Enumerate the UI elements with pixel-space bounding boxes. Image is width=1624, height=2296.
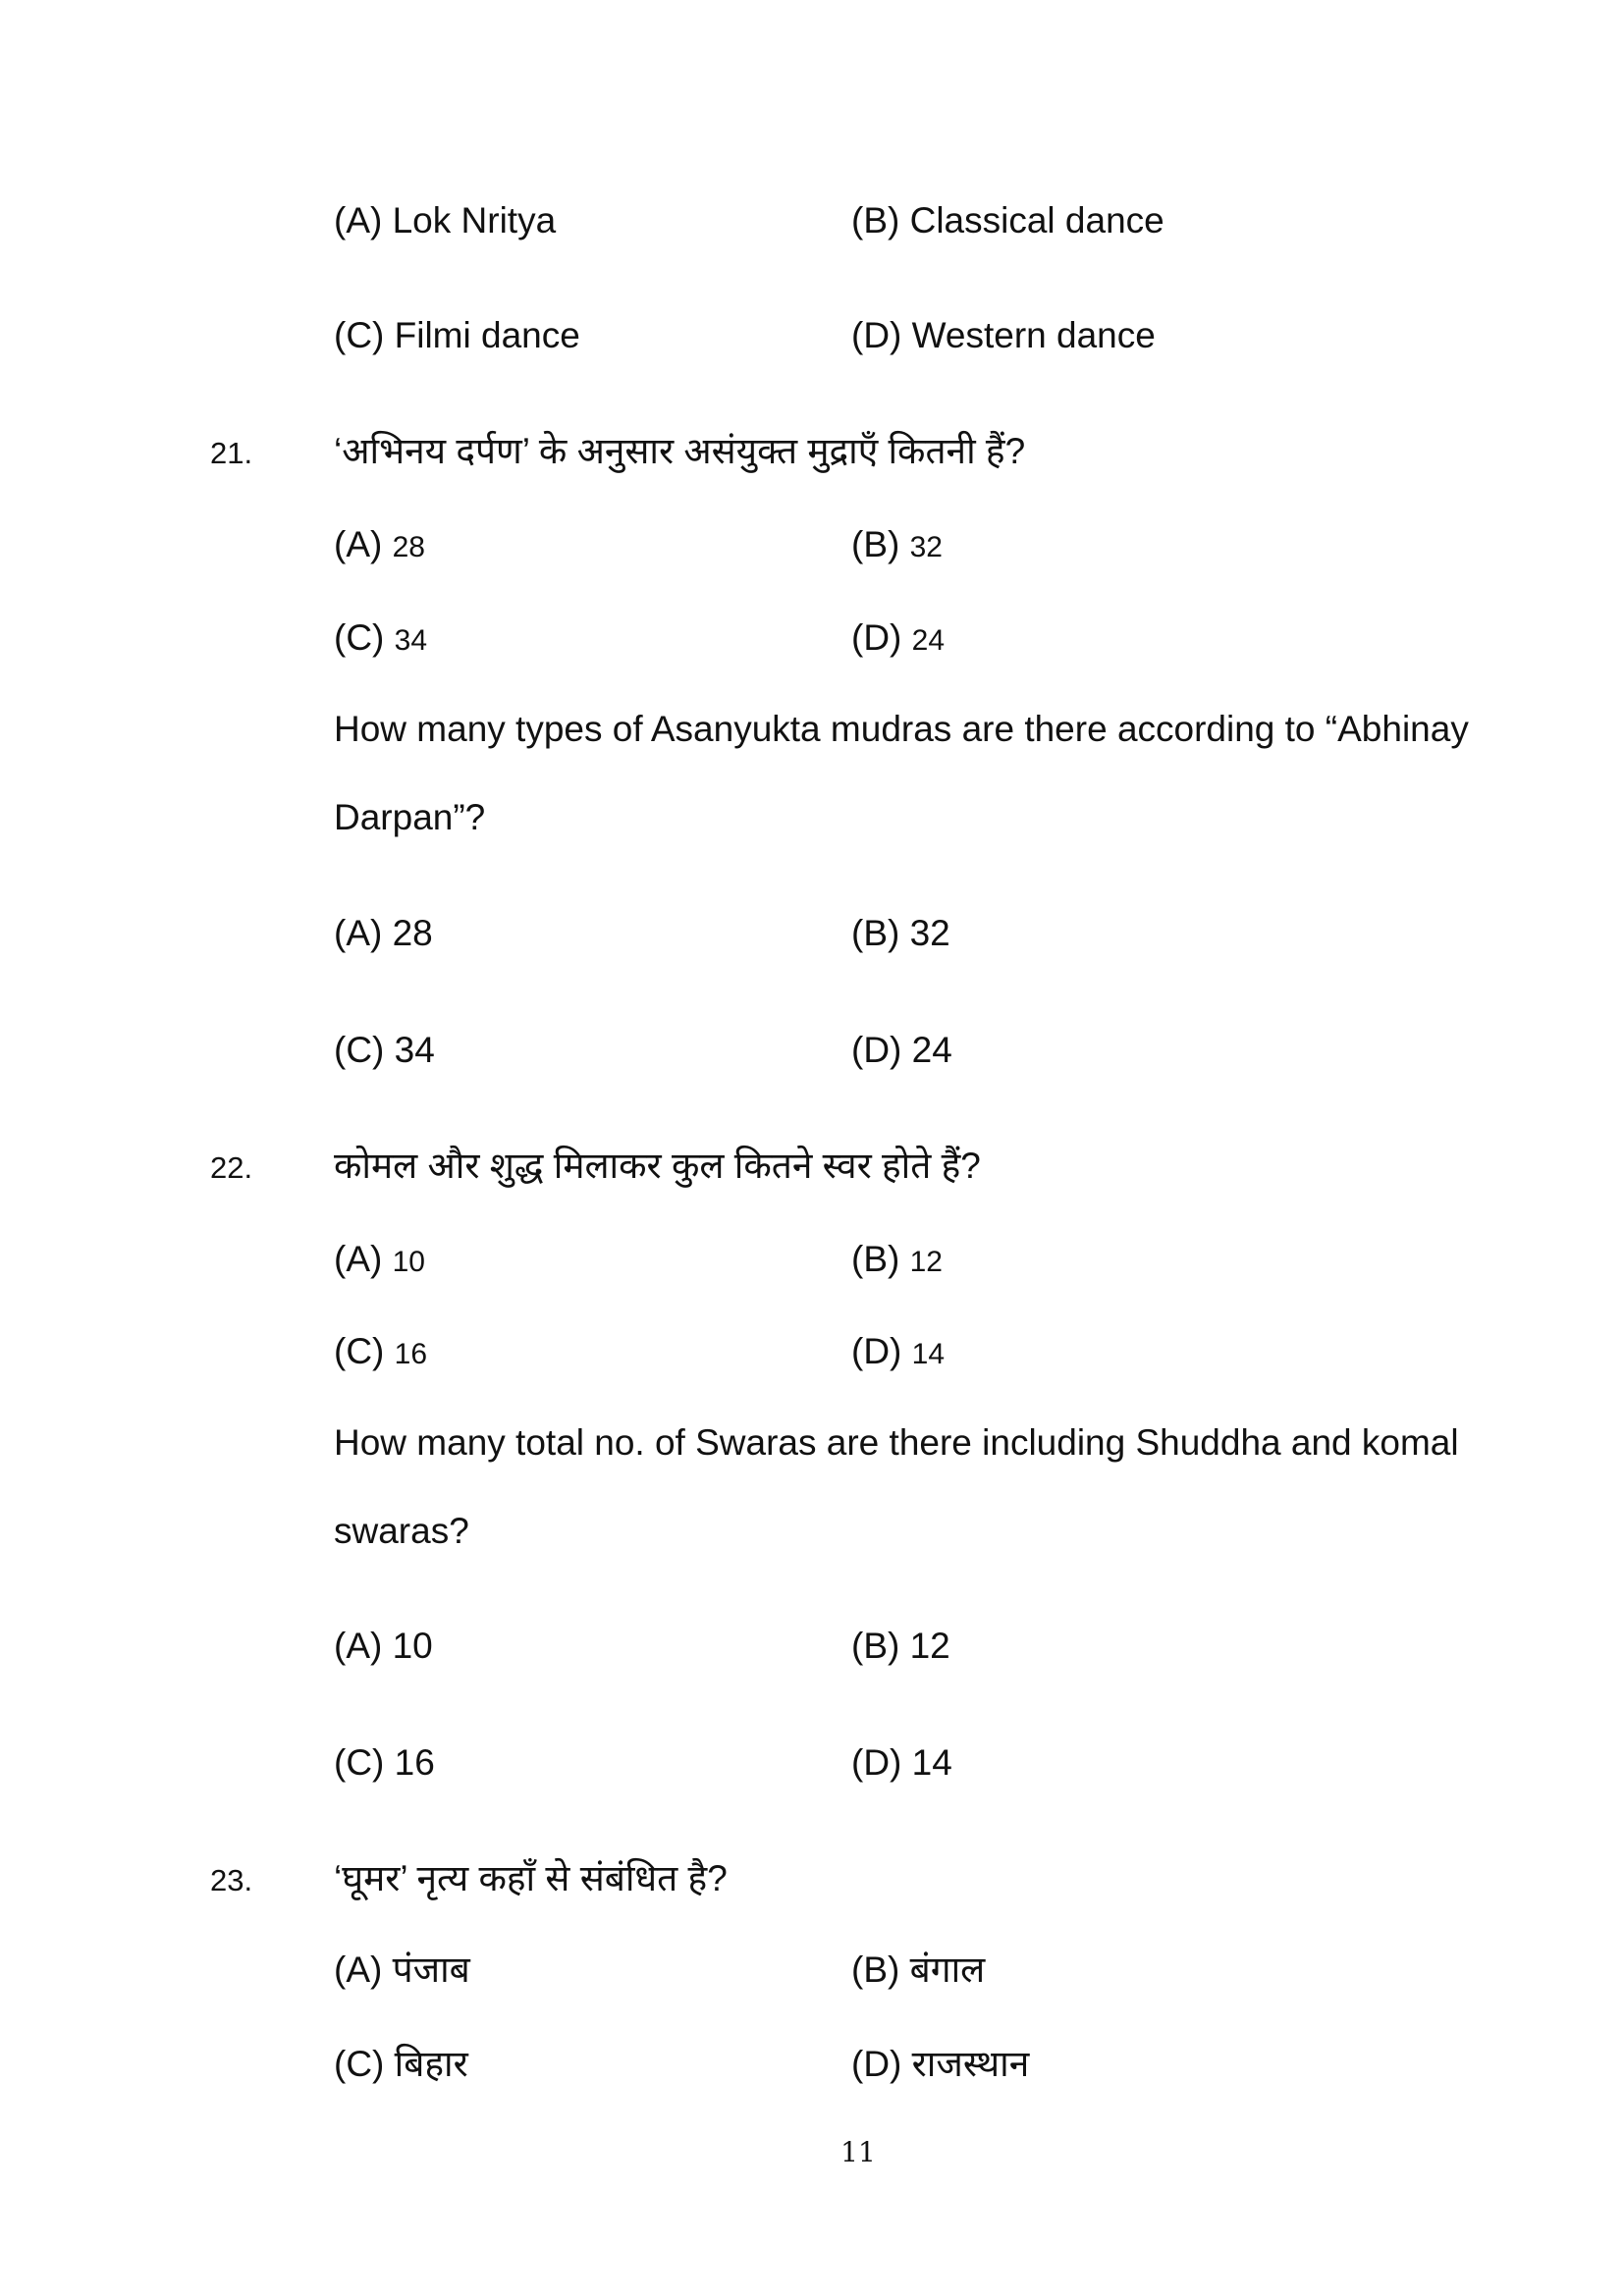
option-value: 12	[909, 1246, 943, 1278]
option-label: (A)	[334, 1949, 383, 1990]
hindi-option-b	[851, 1238, 943, 1284]
option-label: (C)	[334, 2044, 385, 2084]
hindi-option-a	[334, 523, 425, 569]
english-option-d: (D) 24	[851, 1030, 952, 1070]
question-hindi: कोमल और शुद्ध मिलाकर कुल कितने स्वर होते हैं?	[334, 1146, 981, 1186]
option-value: पंजाब	[392, 1949, 470, 1990]
hindi-option-b	[851, 1949, 985, 1992]
option-value: 24	[911, 624, 946, 657]
english-option-d: (D) 14	[851, 1742, 952, 1783]
question-hindi: ‘घूमर’ नृत्य कहाँ से संबंधित है?	[334, 1858, 728, 1898]
option-label: (C)	[334, 617, 385, 658]
option-value: 16	[394, 1338, 428, 1370]
option-label: (B)	[851, 1949, 900, 1990]
english-option-c: (C) 34	[334, 1030, 435, 1070]
option-value: 10	[392, 1246, 425, 1278]
english-option-a: (A) 10	[334, 1626, 433, 1666]
hindi-option-d	[851, 2043, 1029, 2086]
hindi-option-c	[334, 2043, 468, 2086]
option-value: 14	[911, 1338, 946, 1370]
prev-option-b: (B) Classical dance	[851, 200, 1164, 240]
hindi-option-a	[334, 1949, 470, 1992]
option-value: राजस्थान	[911, 2044, 1030, 2084]
english-option-b: (B) 12	[851, 1626, 950, 1666]
hindi-option-b	[851, 523, 943, 569]
question-english: How many total no. of Swaras are there including Shuddha and komal	[334, 1422, 1459, 1463]
prev-option-c: (C) Filmi dance	[334, 315, 580, 355]
option-value: 34	[394, 624, 428, 657]
option-label: (A)	[334, 524, 383, 564]
hindi-option-c	[334, 1330, 427, 1376]
hindi-option-a	[334, 1238, 425, 1284]
question-english-cont: Darpan”?	[334, 797, 486, 837]
question-english: How many types of Asanyukta mudras are there according to “Abhinay	[334, 709, 1469, 749]
option-value: 28	[392, 531, 425, 563]
page-number: 11	[840, 2136, 876, 2168]
question-number: 21.	[210, 436, 253, 470]
option-label: (D)	[851, 1331, 902, 1371]
prev-option-d: (D) Western dance	[851, 315, 1156, 355]
option-label: (B)	[851, 524, 900, 564]
option-label: (A)	[334, 1239, 383, 1279]
option-value: बंगाल	[909, 1949, 986, 1990]
question-hindi: ‘अभिनय दर्पण’ के अनुसार असंयुक्त मुद्राएँ कितनी हैं?	[334, 431, 1026, 471]
option-label: (C)	[334, 1331, 385, 1371]
english-option-a: (A) 28	[334, 913, 433, 953]
hindi-option-d	[851, 616, 945, 663]
english-option-c: (C) 16	[334, 1742, 435, 1783]
option-value: बिहार	[394, 2044, 468, 2084]
question-number: 22.	[210, 1150, 253, 1185]
question-english-cont: swaras?	[334, 1511, 469, 1551]
hindi-option-c	[334, 616, 427, 663]
prev-option-a: (A) Lok Nritya	[334, 200, 557, 240]
option-value: 32	[909, 531, 943, 563]
hindi-option-d	[851, 1330, 945, 1376]
english-option-b: (B) 32	[851, 913, 950, 953]
question-number: 23.	[210, 1863, 253, 1897]
option-label: (D)	[851, 617, 902, 658]
option-label: (B)	[851, 1239, 900, 1279]
option-label: (D)	[851, 2044, 902, 2084]
